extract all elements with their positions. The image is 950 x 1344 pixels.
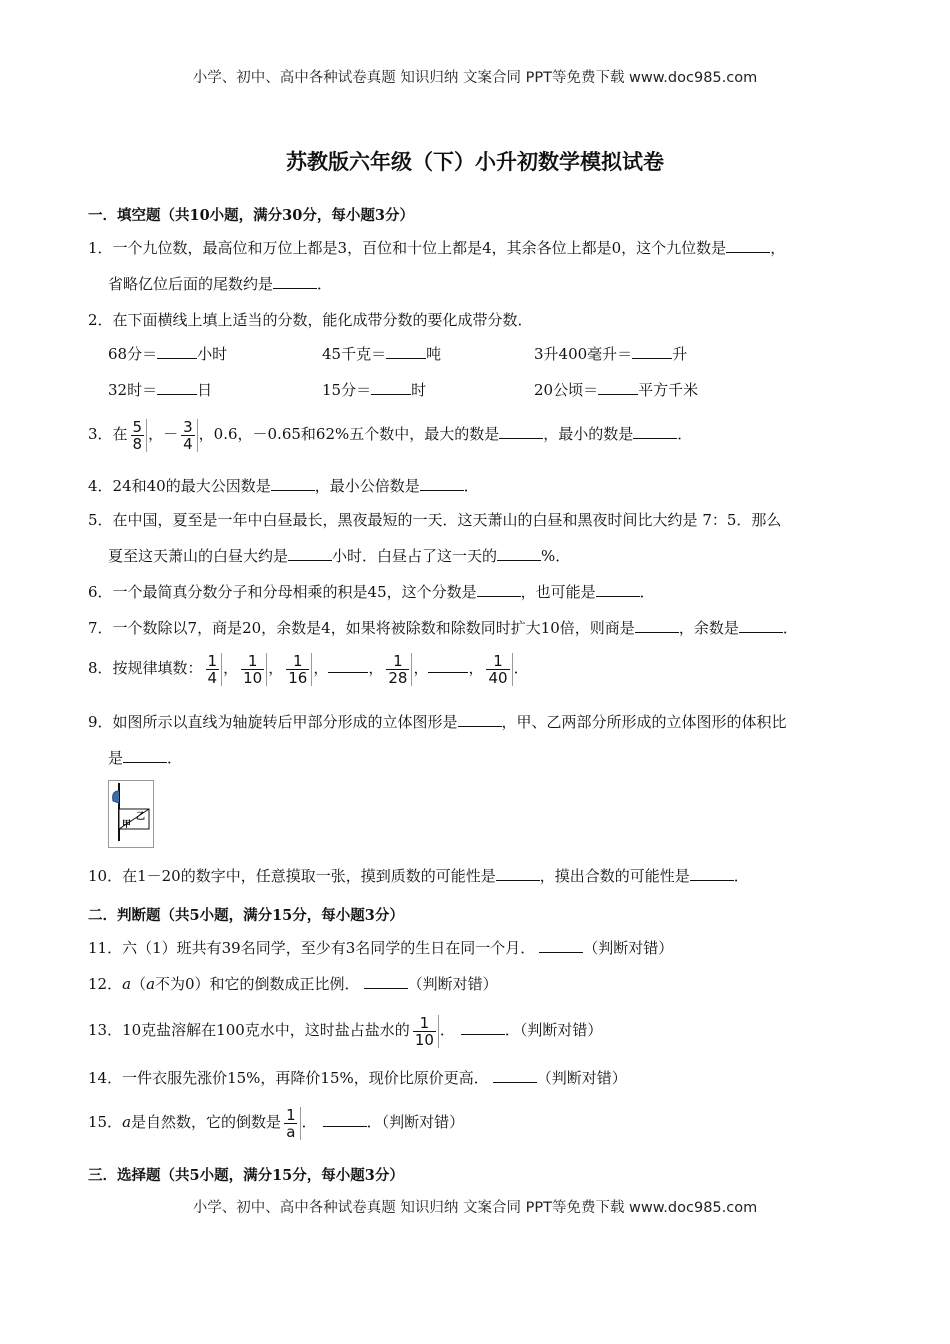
fraction: $\frac{1}{10}$ xyxy=(239,653,267,686)
question-2-item: 3升400毫升＝ 升 xyxy=(534,345,688,363)
question-2-item: 32时＝ 日 xyxy=(108,381,213,399)
question-2-item: 68分＝ 小时 xyxy=(108,345,228,363)
answer-blank[interactable] xyxy=(493,1068,537,1083)
answer-blank[interactable] xyxy=(323,1112,367,1127)
question-3: 3．在 $\frac{5}{8}$ ，－ $\frac{3}{4}$ ，0.6，－0.65和62%五个数中，最大的数是 ，最小的数是 ． xyxy=(88,417,693,453)
answer-blank[interactable] xyxy=(371,380,411,395)
answer-blank[interactable] xyxy=(596,582,640,597)
question-5-line-1: 5．在中国，夏至是一年中白昼最长，黑夜最短的一天．这天萧山的白昼和黑夜时间比大约是 7：5．那么 xyxy=(88,511,782,529)
page-header: 小学、初中、高中各种试卷真题 知识归纳 文案合同 PPT等免费下载 www.doc985.com xyxy=(192,70,758,86)
fraction: $\frac{1}{10}$ xyxy=(411,1015,439,1048)
question-2-item: 45千克＝ 吨 xyxy=(322,345,442,363)
page-title: 苏教版六年级（下）小升初数学模拟试卷 xyxy=(286,150,664,174)
question-2-item: 15分＝ 时 xyxy=(322,381,427,399)
question-2-stem: 2．在下面横线上填上适当的分数，能化成带分数的要化成带分数． xyxy=(88,311,533,329)
question-15: 15．a是自然数，它的倒数是 $\frac{1}{a}$ ． ．（判断对错） xyxy=(88,1105,465,1141)
question-13: 13．10克盐溶解在100克水中，这时盐占盐水的 $\frac{1}{10}$ ． ．（判断对错） xyxy=(88,1013,603,1049)
answer-blank[interactable] xyxy=(632,344,672,359)
question-2-item: 20公顷＝ 平方千米 xyxy=(534,381,699,399)
curved-part xyxy=(113,791,119,803)
answer-blank[interactable] xyxy=(458,712,502,727)
page-footer: 小学、初中、高中各种试卷真题 知识归纳 文案合同 PPT等免费下载 www.doc985.com xyxy=(192,1200,758,1216)
question-1-line-1: 1．一个九位数，最高位和万位上都是3，百位和十位上都是4，其余各位上都是0，这个九位数是 ， xyxy=(88,239,786,257)
section-heading-fill-blank: 一．填空题（共10小题，满分30分，每小题3分） xyxy=(88,207,414,224)
fraction: $\frac{1}{28}$ xyxy=(384,653,412,686)
question-11: 11．六（1）班共有39名同学，至少有3名同学的生日在同一个月． （判断对错） xyxy=(88,939,674,957)
answer-blank[interactable] xyxy=(157,380,197,395)
answer-blank[interactable] xyxy=(497,546,541,561)
label-yi: 乙 xyxy=(136,812,146,822)
question-5-line-2: 夏至这天萧山的白昼大约是 小时．白昼占了这一天的 %． xyxy=(108,547,571,565)
fraction: $\frac{5}{8}$ xyxy=(129,419,148,452)
answer-blank[interactable] xyxy=(690,866,734,881)
fraction: $\frac{1}{a}$ xyxy=(282,1107,301,1140)
question-1-line-2: 省略亿位后面的尾数约是 ． xyxy=(108,275,333,293)
question-14: 14．一件衣服先涨价15%，再降价15%，现价比原价更高． （判断对错） xyxy=(88,1069,627,1087)
answer-blank[interactable] xyxy=(499,424,543,439)
question-4: 4．24和40的最大公因数是 ，最小公倍数是 ． xyxy=(88,477,479,495)
question-9-line-1: 9．如图所示以直线为轴旋转后甲部分形成的立体图形是 ，甲、乙两部分所形成的立体图形的体积比 xyxy=(88,713,787,731)
answer-blank[interactable] xyxy=(598,380,638,395)
rotation-diagram xyxy=(109,781,153,847)
fraction: $\frac{3}{4}$ xyxy=(179,419,198,452)
answer-blank[interactable] xyxy=(539,938,583,953)
answer-blank[interactable] xyxy=(273,274,317,289)
answer-blank[interactable] xyxy=(386,344,426,359)
answer-blank[interactable] xyxy=(157,344,197,359)
fraction: $\frac{1}{16}$ xyxy=(284,653,312,686)
answer-blank[interactable] xyxy=(461,1020,505,1035)
question-8: 8．按规律填数： $\frac{1}{4}$ ， $\frac{1}{10}$ ， $\frac{1}{16}$ ， ， $\frac{1}{28}$ ， ， $\frac{1}{40}$ ． xyxy=(88,651,529,687)
label-jia: 甲 xyxy=(122,820,132,830)
rotation-figure xyxy=(108,780,154,848)
section-heading-true-false: 二．判断题（共5小题，满分15分，每小题3分） xyxy=(88,907,404,924)
answer-blank[interactable] xyxy=(428,658,468,673)
question-9-line-2: 是 ． xyxy=(108,749,183,767)
section-heading-multiple-choice: 三．选择题（共5小题，满分15分，每小题3分） xyxy=(88,1167,404,1184)
answer-blank[interactable] xyxy=(328,658,368,673)
question-7: 7．一个数除以7，商是20，余数是4，如果将被除数和除数同时扩大10倍，则商是 ，余数是 ． xyxy=(88,619,798,637)
answer-blank[interactable] xyxy=(477,582,521,597)
answer-blank[interactable] xyxy=(726,238,770,253)
answer-blank[interactable] xyxy=(271,476,315,491)
question-10: 10．在1－20的数字中，任意摸取一张，摸到质数的可能性是 ，摸出合数的可能性是 ． xyxy=(88,867,749,885)
fraction: $\frac{1}{4}$ xyxy=(204,653,223,686)
answer-blank[interactable] xyxy=(739,618,783,633)
question-6: 6．一个最简真分数分子和分母相乘的积是45，这个分数是 ，也可能是 ． xyxy=(88,583,655,601)
answer-blank[interactable] xyxy=(635,618,679,633)
question-12: 12．a（a不为0）和它的倒数成正比例． （判断对错） xyxy=(88,975,498,993)
answer-blank[interactable] xyxy=(364,974,408,989)
fraction: $\frac{1}{40}$ xyxy=(484,653,512,686)
answer-blank[interactable] xyxy=(123,748,167,763)
answer-blank[interactable] xyxy=(633,424,677,439)
answer-blank[interactable] xyxy=(496,866,540,881)
answer-blank[interactable] xyxy=(420,476,464,491)
answer-blank[interactable] xyxy=(288,546,332,561)
